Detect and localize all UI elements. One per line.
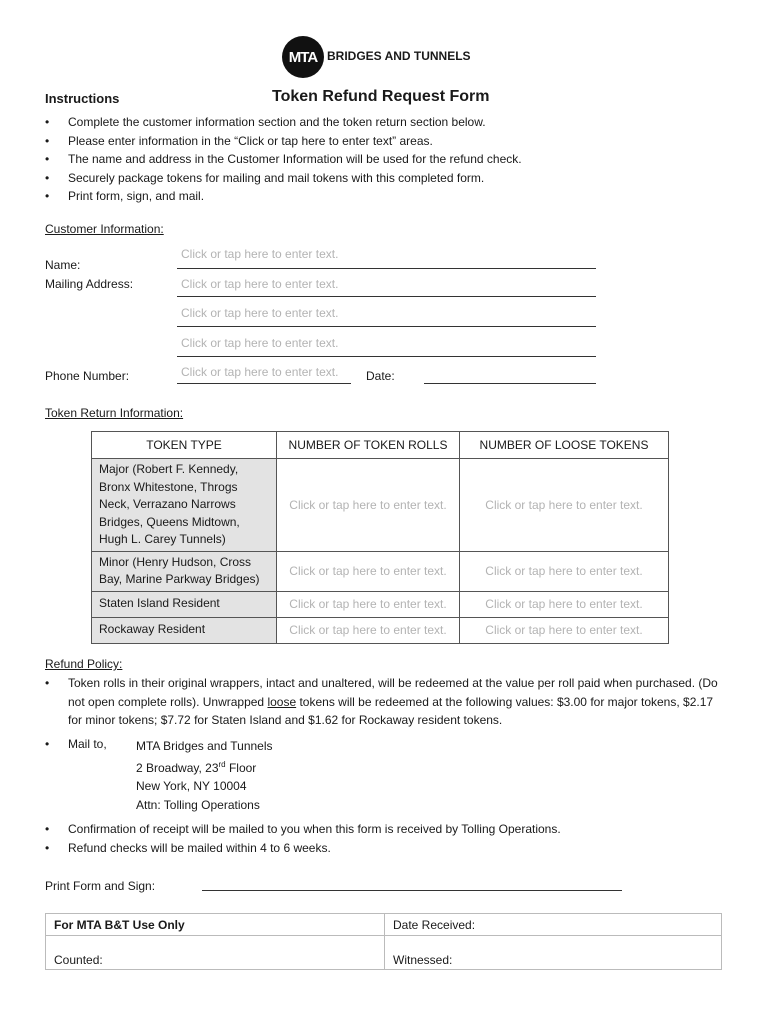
instructions-heading: Instructions xyxy=(45,91,120,106)
name-underline xyxy=(177,268,596,269)
mail-to-label: Mail to, xyxy=(68,737,107,751)
address-line: MTA Bridges and Tunnels xyxy=(136,739,273,753)
customer-info-heading: Customer Information: xyxy=(45,222,164,236)
refund-policy-list xyxy=(45,674,725,730)
token-rolls-field[interactable]: Click or tap here to enter text. xyxy=(277,617,460,643)
column-header-loose-tokens: NUMBER OF LOOSE TOKENS xyxy=(460,432,669,459)
name-field[interactable]: Click or tap here to enter text. xyxy=(181,247,339,261)
token-rolls-field[interactable]: Click or tap here to enter text. xyxy=(277,551,460,591)
table-row xyxy=(92,617,669,643)
office-use-table xyxy=(45,913,722,970)
list-item: • Complete the customer information section and the token return section below. xyxy=(45,113,522,132)
column-header-token-type: TOKEN TYPE xyxy=(92,432,277,459)
instructions-list xyxy=(45,113,522,206)
list-item xyxy=(45,674,725,730)
token-type-cell: Rockaway Resident xyxy=(92,617,277,643)
office-use-heading: For MTA B&T Use Only xyxy=(46,914,385,936)
mailing-address-label: Mailing Address: xyxy=(45,277,134,291)
date-received-label: Date Received: xyxy=(385,914,722,936)
date-field[interactable] xyxy=(424,383,596,384)
loose-tokens-field[interactable]: Click or tap here to enter text. xyxy=(460,617,669,643)
token-rolls-field[interactable]: Click or tap here to enter text. xyxy=(277,459,460,552)
token-type-cell: Major (Robert F. Kennedy, Bronx Whitestone, Throgs Neck, Verrazano Narrows Bridges, Queens Midtown, Hugh L. Carey Tunnels) xyxy=(92,459,277,552)
token-return-heading: Token Return Information: xyxy=(45,406,184,420)
signature-line[interactable] xyxy=(202,890,622,891)
address-line-1-field[interactable]: Click or tap here to enter text. xyxy=(181,277,339,291)
name-label: Name: xyxy=(45,258,81,272)
address-line: Attn: Tolling Operations xyxy=(136,797,260,812)
loose-tokens-field[interactable]: Click or tap here to enter text. xyxy=(460,459,669,552)
address-line-2-underline xyxy=(177,326,596,327)
address-line: New York, NY 10004 xyxy=(136,779,247,793)
table-row xyxy=(92,459,669,552)
list-item: • The name and address in the Customer Information will be used for the refund check. xyxy=(45,150,522,169)
print-form-sign-label: Print Form and Sign: xyxy=(45,879,156,893)
refund-text-part: tokens will be redeemed at the following values: $3.00 for major tokens, $2.17 for minor tokens; $7.72 for Staten Island and $1.62 for Rockaway resident tokens. xyxy=(68,694,714,727)
column-header-token-rolls: NUMBER OF TOKEN ROLLS xyxy=(277,432,460,459)
token-rolls-field[interactable]: Click or tap here to enter text. xyxy=(277,591,460,617)
loose-emphasis: loose xyxy=(267,694,297,709)
loose-tokens-field[interactable]: Click or tap here to enter text. xyxy=(460,591,669,617)
phone-number-label: Phone Number: xyxy=(45,369,130,383)
token-type-cell: Minor (Henry Hudson, Cross Bay, Marine Parkway Bridges) xyxy=(92,551,277,591)
bullet: • xyxy=(45,737,50,751)
table-header-row xyxy=(92,432,669,459)
list-item: • Confirmation of receipt will be mailed to you when this form is received by Tolling Operations. xyxy=(45,820,725,839)
token-type-cell: Staten Island Resident xyxy=(92,591,277,617)
loose-tokens-field[interactable]: Click or tap here to enter text. xyxy=(460,551,669,591)
address-line-3-field[interactable]: Click or tap here to enter text. xyxy=(181,336,339,350)
list-item: • Refund checks will be mailed within 4 to 6 weeks. xyxy=(45,839,725,858)
counted-label: Counted: xyxy=(46,936,385,970)
phone-number-field[interactable]: Click or tap here to enter text. xyxy=(181,365,339,379)
phone-number-underline xyxy=(177,383,351,384)
refund-policy-list-2 xyxy=(45,820,725,857)
date-label: Date: xyxy=(366,369,395,383)
table-row xyxy=(92,591,669,617)
table-row xyxy=(92,551,669,591)
brand-name: BRIDGES AND TUNNELS xyxy=(327,49,471,63)
table-row xyxy=(46,936,722,970)
address-text: 2 Broadway, 23 xyxy=(136,760,219,775)
address-line-3-underline xyxy=(177,356,596,357)
list-item: • Please enter information in the “Click or tap here to enter text” areas. xyxy=(45,132,522,151)
list-item: • Print form, sign, and mail. xyxy=(45,187,522,206)
address-line-1-underline xyxy=(177,296,596,297)
refund-text-part: Token rolls in their original wrappers, intact and unaltered, will be redeemed at the value per roll paid when purchased. (Do not open complete rolls). Unwrapped xyxy=(68,676,718,709)
page-title: Token Refund Request Form xyxy=(272,88,490,105)
address-line xyxy=(136,756,273,778)
table-row xyxy=(46,914,722,936)
list-item: • Securely package tokens for mailing and mail tokens with this completed form. xyxy=(45,169,522,188)
refund-policy-heading: Refund Policy: xyxy=(45,657,123,671)
mta-logo: MTA xyxy=(282,36,324,78)
address-line-2-field[interactable]: Click or tap here to enter text. xyxy=(181,306,339,320)
address-superscript: rd xyxy=(218,759,226,769)
witnessed-label: Witnessed: xyxy=(385,936,722,970)
address-text: Floor xyxy=(225,760,257,775)
token-return-table xyxy=(91,431,669,644)
mailing-address-block xyxy=(136,737,273,814)
